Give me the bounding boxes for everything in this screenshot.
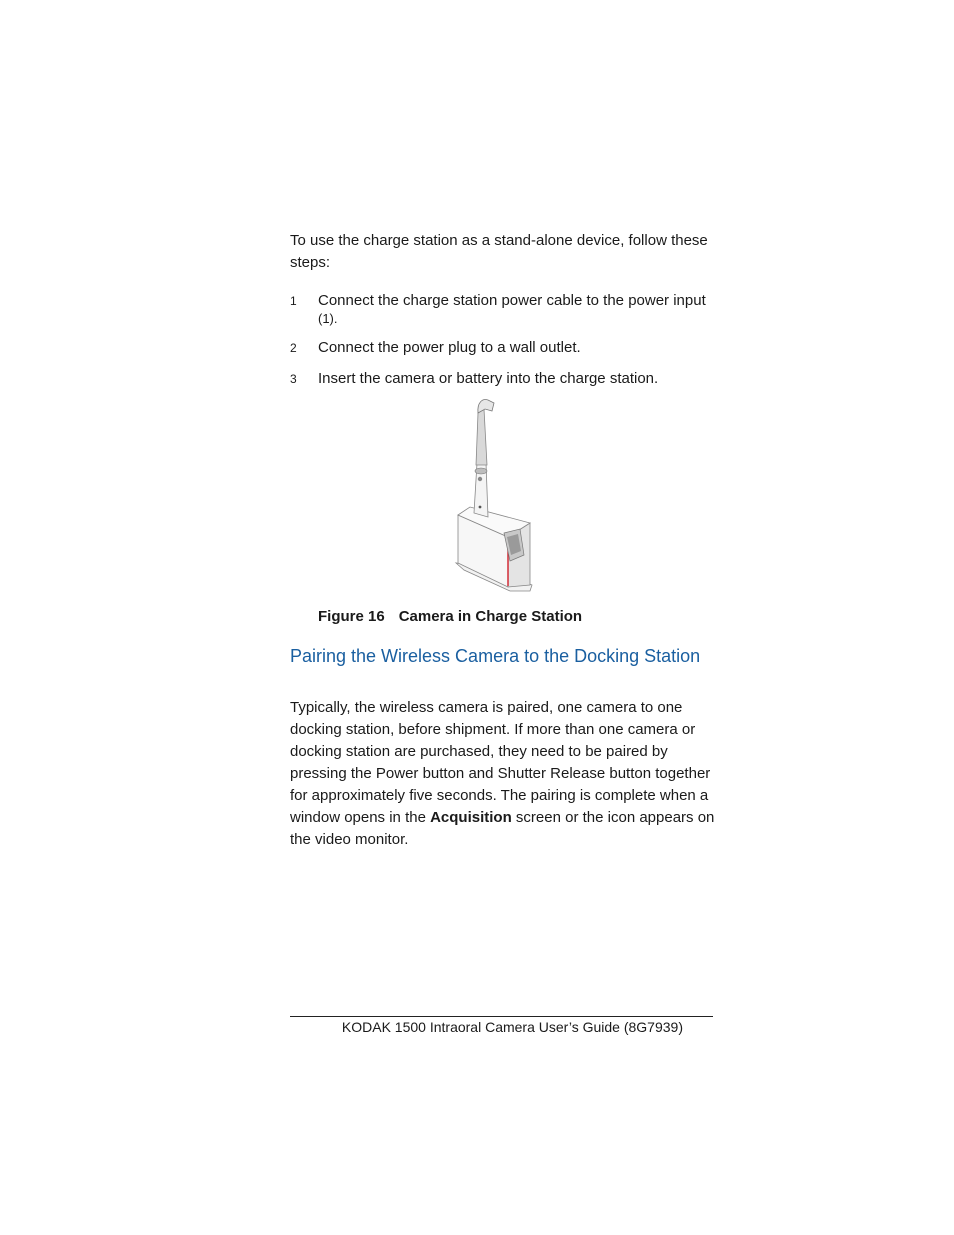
step-text: Connect the power plug to a wall outlet. [318, 339, 581, 356]
page-footer: KODAK 1500 Intraoral Camera User’s Guide (8G7939) [341, 1019, 683, 1035]
acquisition-term: Acquisition [430, 809, 512, 826]
section-paragraph: Typically, the wireless camera is paired, one camera to one docking station, before shipment. If more than one camera or docking station are purchased, they need to be paired by pressing the Power button and Shutter Release button together for approximately five seconds. The pairing is complete when a window opens in the Acquisition screen or the icon appears on the video monitor. [290, 699, 715, 848]
camera-in-charge-station-illustration [450, 395, 540, 595]
section-heading: Pairing the Wireless Camera to the Docking Station [290, 646, 701, 666]
figure-title: Camera in Charge Station [398, 608, 583, 625]
step-text: Insert the camera or battery into the charge station. [318, 370, 659, 387]
step-subtext: (1). [318, 311, 338, 326]
step-text: Connect the charge station power cable to the power input [318, 292, 706, 309]
step-number: 2 [290, 341, 297, 355]
figure-caption [318, 608, 582, 625]
intro-paragraph: To use the charge station as a stand-alone device, follow these steps: [290, 232, 708, 271]
step-number: 3 [290, 372, 297, 386]
footer-rule [290, 1016, 713, 1017]
step-number: 1 [290, 294, 297, 308]
figure-label: Figure 16 [318, 608, 385, 625]
